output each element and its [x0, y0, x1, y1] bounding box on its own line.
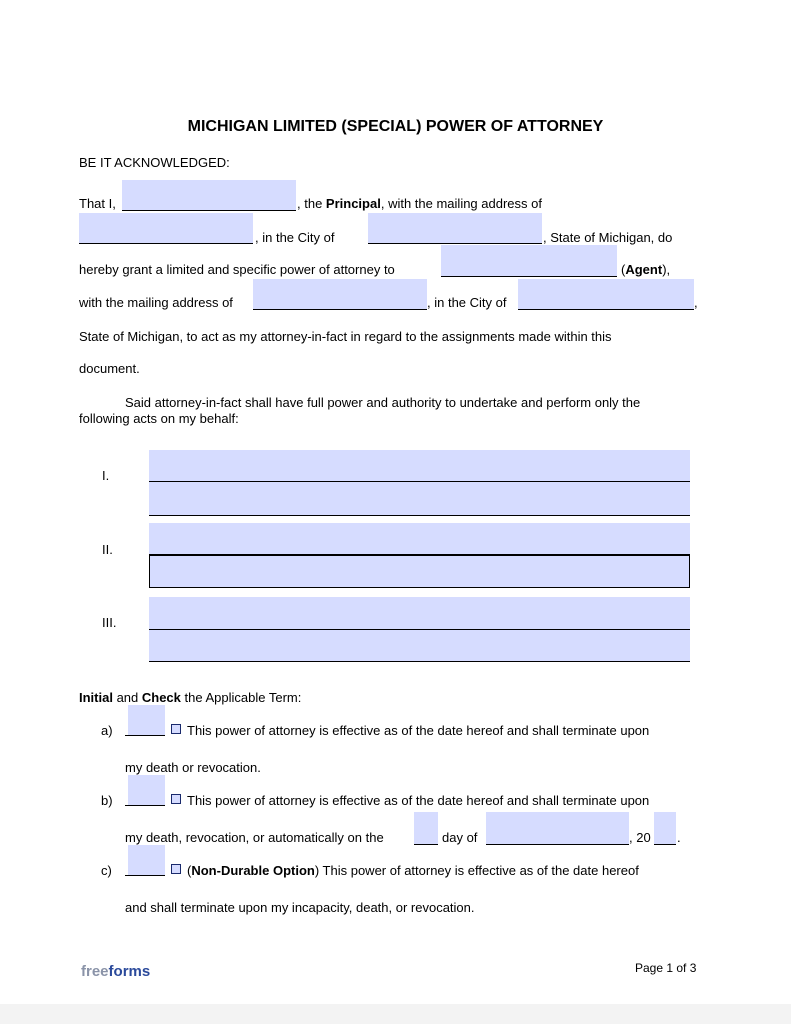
agent-address-text: with the mailing address of: [79, 295, 233, 310]
grant-text: hereby grant a limited and specific power of attorney to: [79, 262, 395, 277]
option-b-year-prefix: , 20: [629, 830, 651, 845]
option-b-month-field[interactable]: [486, 812, 629, 845]
city-of-text-1: , in the City of: [255, 230, 335, 245]
option-b-year-field[interactable]: [654, 812, 676, 845]
act-3-line-2-field[interactable]: [149, 630, 690, 662]
authority-text-1: Said attorney-in-fact shall have full power and authority to undertake and perform only the: [125, 395, 641, 410]
city-of-text-2: , in the City of: [427, 295, 507, 310]
option-a-text-2: my death or revocation.: [125, 760, 261, 775]
option-b-day-field[interactable]: [414, 812, 438, 845]
option-a-label: a): [101, 723, 113, 738]
authority-text-2: following acts on my behalf:: [79, 411, 239, 426]
freeforms-logo: freeforms: [81, 963, 151, 980]
principal-text: , the Principal, with the mailing address of: [297, 196, 542, 211]
option-a-initial-field[interactable]: [128, 705, 165, 736]
acknowledged-heading: BE IT ACKNOWLEDGED:: [79, 155, 230, 170]
act-2-line-2-field[interactable]: [149, 555, 690, 588]
agent-address-field[interactable]: [253, 279, 427, 310]
act-3-line-1-field[interactable]: [149, 597, 690, 630]
state-michigan-text-1: , State of Michigan, do: [543, 230, 673, 245]
act-1-line-2-field[interactable]: [149, 482, 690, 516]
option-b-day-of-text: day of: [442, 830, 478, 845]
option-b-text-1: This power of attorney is effective as of the date hereof and shall terminate upon: [187, 793, 650, 808]
option-c-text-1: (Non-Durable Option) This power of attorney is effective as of the date hereof: [187, 863, 639, 878]
option-b-label: b): [101, 793, 113, 808]
agent-label: (Agent),: [621, 262, 671, 277]
option-b-initial-field[interactable]: [128, 775, 165, 806]
principal-address-field[interactable]: [79, 213, 253, 244]
principal-name-field[interactable]: [122, 180, 296, 211]
option-c-label: c): [101, 863, 112, 878]
viewer-bottom-edge: [0, 1004, 791, 1024]
applicable-term-heading: Initial and Check the Applicable Term:: [79, 690, 302, 705]
option-a-text-1: This power of attorney is effective as of the date hereof and shall terminate upon: [187, 723, 650, 738]
option-b-checkbox[interactable]: [171, 794, 181, 804]
state-michigan-text-2: State of Michigan, to act as my attorney-in-fact in regard to the assignments made within this: [79, 329, 612, 344]
act-label-1: I.: [102, 468, 110, 483]
principal-city-field[interactable]: [368, 213, 542, 244]
agent-name-field[interactable]: [441, 245, 617, 277]
act-label-3: III.: [102, 615, 117, 630]
act-1-line-1-field[interactable]: [149, 450, 690, 482]
page-number: Page 1 of 3: [635, 961, 697, 975]
document-title: MICHIGAN LIMITED (SPECIAL) POWER OF ATTORNEY: [187, 118, 604, 135]
option-a-checkbox[interactable]: [171, 724, 181, 734]
option-c-initial-underline: [125, 875, 165, 876]
document-text: document.: [79, 361, 140, 376]
option-c-checkbox[interactable]: [171, 864, 181, 874]
act-label-2: II.: [102, 542, 113, 557]
option-b-period: .: [677, 830, 681, 845]
option-b-initial-underline: [125, 805, 165, 806]
comma-text: ,: [694, 295, 698, 310]
option-c-initial-field[interactable]: [128, 845, 165, 876]
option-b-text-2: my death, revocation, or automatically on the: [125, 830, 384, 845]
option-a-initial-underline: [125, 735, 165, 736]
agent-city-field[interactable]: [518, 279, 694, 310]
that-i-text: That I,: [79, 196, 116, 211]
option-c-text-2: and shall terminate upon my incapacity, death, or revocation.: [125, 900, 475, 915]
act-2-line-1-field[interactable]: [149, 523, 690, 555]
